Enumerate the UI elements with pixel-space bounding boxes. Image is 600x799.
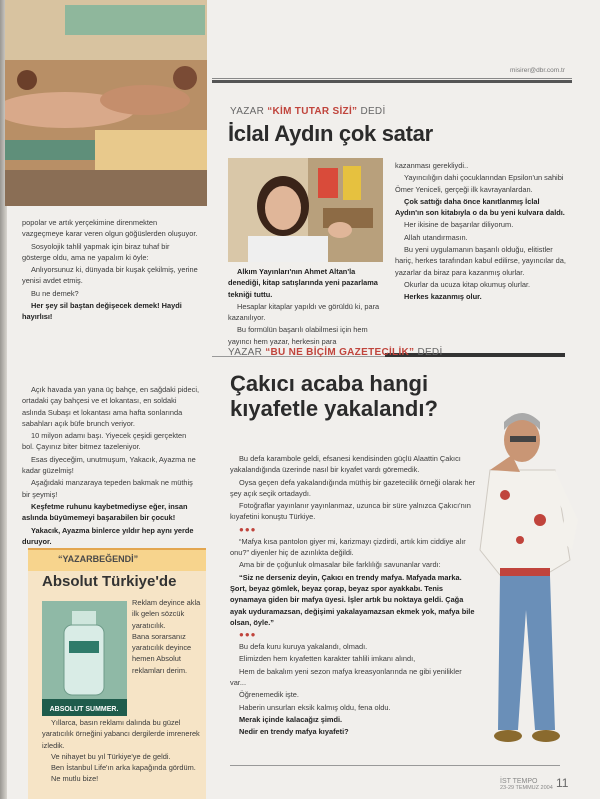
paragraph: Yıllarca, basın reklamı dalında bu güzel yaratıcılık örneğini yabancı dergilerde imrenerek izledik. bbox=[42, 718, 200, 750]
paragraph: Aşağıdaki manzaraya tepeden bakmak ne müthiş bir şeymiş! bbox=[22, 478, 193, 499]
paragraph: Bu yeni uygulamanın başarılı olduğu, elitistler hariç, herkes tarafından kabul edilirse, yayıncılar da, yazarlar da biraz para kazanmış olurlar. bbox=[395, 245, 566, 277]
beach-photo bbox=[5, 0, 207, 206]
paragraph: Bu ne demek? bbox=[31, 288, 79, 298]
paragraph-bold: Keşfetme ruhunu kaybetmediyse eğer, insan aslında büyümemeyi başarabilen bir çocuk! bbox=[22, 501, 188, 523]
paragraph: Bana sorarsanız yaratıcılık deyince hemen Absolut reklamları derim. bbox=[132, 631, 192, 675]
man-photo bbox=[460, 400, 600, 760]
paragraph: Öğrenemedik işte. bbox=[239, 690, 299, 700]
magazine-name: İST TEMPO bbox=[500, 778, 538, 785]
kicker-highlight: “BU NE BİÇİM GAZETECİLİK” bbox=[265, 347, 415, 358]
paragraph: Elimizden hem kıyafetten karakter tahlili imkanı alındı, bbox=[239, 654, 416, 664]
sidebar-box-text-2 bbox=[42, 717, 202, 785]
paragraph: Bu defa kuru kuruya yakalandı, olmadı. bbox=[239, 642, 368, 652]
paragraph: Bu formülün başarılı olabilmesi için hem yayıncı hem yazar, herkesin para bbox=[228, 325, 368, 346]
paragraph-bold: Yakacık, Ayazma binlerce yıldır hep aynı yerde duruyor. bbox=[22, 525, 194, 546]
paragraph-bold: Herkes kazanmış olur. bbox=[404, 292, 482, 302]
paragraph: Sosyolojik tahlil yapmak için biraz tuhaf bir gösterge oldu, ama ne yapalım ki öyle: bbox=[22, 241, 170, 262]
sidebar-box-header bbox=[28, 548, 206, 572]
article-body bbox=[230, 453, 478, 739]
paragraph: Ve nihayet bu yıl Türkiye'ye de geldi. bbox=[51, 751, 171, 761]
paragraph-bold: Her şey sil baştan değişecek demek! Haydi hayırlısı! bbox=[22, 301, 182, 322]
paragraph: 10 milyon adamı başı. Yiyecek çeşidi gerçekten bol. Çayınız biter bitmez tazeleniyor. bbox=[22, 431, 187, 452]
paragraph: Bu defa karambole geldi, efsanesi kendisinden güçlü Alaattin Çakıcı yakalandığında üzerinde nasıl bir kıyafet vardı göremedik. bbox=[230, 454, 461, 475]
kicker-prefix: YAZAR bbox=[230, 106, 268, 117]
article-title: Çakıcı acaba hangi kıyafetle yakalandı? bbox=[230, 371, 438, 421]
kicker-prefix: YAZAR bbox=[228, 347, 266, 358]
paragraph: Hem de bakalım yeni sezon mafya kreasyonlarında ne gibi yenilikler var... bbox=[230, 666, 462, 688]
author-email: misirer@dbr.com.tr bbox=[510, 67, 565, 74]
kicker-highlight: “KİM TUTAR SİZİ” bbox=[267, 106, 358, 117]
kicker-suffix: DEDİ bbox=[414, 347, 443, 358]
paragraph-bold: Nedir en trendy mafya kıyafeti? bbox=[239, 727, 349, 737]
left-column-text-2 bbox=[22, 384, 200, 548]
paragraph: Fotoğraflar yayınlanır yayınlanmaz, uzunca bir süre yalnızca Çakıcı'nın kıyafetini konuştu Türkiye. bbox=[230, 501, 471, 522]
paragraph: kazanması gerekliydi.. bbox=[395, 161, 469, 170]
quote: “Siz ne derseniz deyin, Çakıcı en trendy mafya. Mafyada marka. Şort, beyaz gömlek, beyaz çorap, beyaz spor ayakkabı. Tenis oynamaya giden bir mafya üyesi. İşler artık bu noktaya geldi. Çağa ayak uyduramazsan, değişimi yakalayamazsan ekmek yok, mafya bile olsan, öyle.” bbox=[230, 572, 475, 627]
absolut-ad-image bbox=[42, 601, 127, 716]
paragraph: “Mafya kısa pantolon giyer mi, karizmayı çizdirdi, artık kim ciddiye alır onu?” diyenler hiç de azınlıkta değildi. bbox=[230, 536, 466, 558]
paragraph: Ben İstanbul Life'ın arka kapağında gördüm. bbox=[51, 763, 196, 773]
kicker-suffix: DEDİ bbox=[357, 106, 386, 117]
issue-date: 23-29 TEMMUZ 2004 bbox=[500, 785, 553, 791]
sidebar-box-text bbox=[132, 597, 202, 676]
left-column-text-1 bbox=[22, 217, 200, 324]
paragraph: Reklam deyince akla ilk gelen sözcük yaratıcılık. bbox=[132, 598, 201, 630]
absolut-ad-caption: ABSOLUT SUMMER. bbox=[49, 706, 119, 713]
paragraph-bold: Çok sattığı daha önce kanıtlanmış İclal Aydın'ın son kitabıyla o da bu yeni kulvara daldı. bbox=[395, 196, 565, 218]
footer bbox=[500, 778, 553, 791]
author-photo bbox=[228, 158, 383, 262]
sidebar-box-title: Absolut Türkiye'de bbox=[42, 573, 177, 590]
paragraph: Ama bir de çoğunluk olmasalar bile farklılığı savunanlar vardı: bbox=[239, 560, 441, 570]
paragraph: Her ikisine de başarılar diliyorum. bbox=[404, 220, 514, 230]
divider-thick bbox=[212, 80, 572, 83]
paragraph: Allah utandırmasın. bbox=[404, 232, 468, 242]
paragraph: Açık havada yan yana üç bahçe, en sağdaki pideci, ortadaki çay bahçesi ve et lokantası, en soldaki aslında Subaşı et lokantası ama hafta sonlarında sabahları açık büfe brunch veriyor. bbox=[22, 385, 200, 428]
article-kicker bbox=[230, 106, 386, 117]
sidebar-box-label: “YAZARBEĞENDİ” bbox=[58, 554, 139, 564]
paragraph: Anlıyorsunuz ki, dünyada bir kuşak çekilmiş, yerine yenisi avdet etmiş. bbox=[22, 265, 198, 286]
page-number: 11 bbox=[556, 776, 569, 790]
section-dots: ●●● bbox=[239, 524, 257, 534]
paragraph: popolar ve artık yerçekimine direnmekten vazgeçmeye karar veren olgun göğüslerden oluşuyor. bbox=[22, 218, 198, 239]
sidebar-box bbox=[28, 571, 206, 799]
photo-caption: Alkım Yayınları'nın Ahmet Altan'la denediği, kitap satışlarında yeni pazarlama tekniği tuttu. bbox=[228, 267, 378, 299]
article-column-1 bbox=[228, 266, 386, 348]
paragraph: Ne mutlu bize! bbox=[51, 774, 99, 784]
paragraph: Okurlar da ucuza kitap okumuş olurlar. bbox=[404, 279, 531, 289]
paragraph-bold: Merak içinde kalacağız şimdi. bbox=[239, 714, 343, 724]
paragraph: Oysa geçen defa yakalandığında müthiş bir gazetecilik örneği olarak her şey açık seçik ortadaydı. bbox=[230, 477, 476, 498]
paragraph: Hesaplar kitaplar yapıldı ve görüldü ki, para kazanılıyor. bbox=[228, 301, 380, 323]
article-kicker bbox=[228, 347, 443, 358]
paragraph: Yayıncılığın dahi çocuklarından Epsilon'un sahibi Ömer Yeniceli, gerçeği ilk kavrayanlardan. bbox=[395, 173, 564, 194]
paragraph: Haberin unsurları eksik kalmış oldu, fena oldu. bbox=[239, 702, 391, 712]
divider bbox=[230, 765, 560, 766]
divider bbox=[212, 78, 572, 79]
paragraph: Esas diyeceğim, unutmuşum, Yakacık, Ayazma ne kadar güzelmiş! bbox=[22, 454, 196, 476]
article-column-2 bbox=[395, 160, 567, 304]
article-title: İclal Aydın çok satar bbox=[228, 121, 433, 146]
section-dots: ●●● bbox=[239, 630, 257, 640]
